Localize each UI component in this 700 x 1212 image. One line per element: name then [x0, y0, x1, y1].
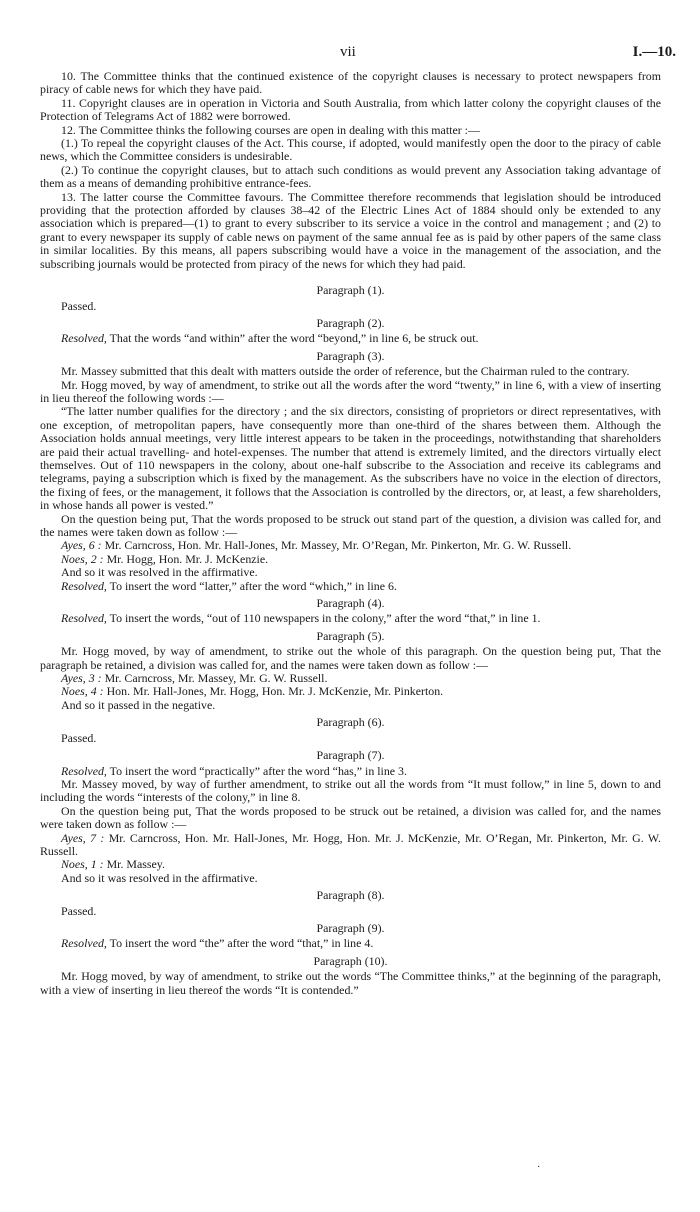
massey-submission: Mr. Massey submitted that this dealt with matters outside the order of reference, but the Chairman ruled to the contrary. [61, 364, 630, 379]
division-result: And so it passed in the negative. [61, 697, 216, 712]
resolution-text: To insert the word “practically” after the word “has,” in line 3. [109, 763, 407, 778]
paragraph-9-heading: Paragraph (9). [316, 920, 385, 935]
page-body [40, 70, 661, 997]
paragraph-3-heading: Paragraph (3). [316, 348, 385, 363]
ayes-label: Ayes, 6 : [61, 538, 102, 553]
ayes-label: Ayes, 7 : [61, 830, 105, 845]
report-paragraph-12: 12. The Committee thinks the following courses are open in dealing with this matter :— [61, 122, 480, 137]
division-question: On the question being put, That the words proposed to be struck out stand part of the question, a division was called for, and the names were taken down as follow :— [40, 511, 661, 539]
hogg-amendment: Mr. Hogg moved, by way of amendment, to strike out the whole of this paragraph. On the question being put, That the paragraph be retained, a division was called for, and the names were taken down as follow :— [40, 644, 661, 672]
page-number: vii [340, 44, 356, 60]
resolution-text: To insert the word “the” after the word “that,” in line 4. [109, 936, 374, 951]
report-paragraph-13: 13. The latter course the Committee favours. The Committee therefore recommends that legislation should be introduced providing that the protection afforded by clauses 38–42 of the Electric Lines Act of 1884 should only be extended to any association which is prepared—(1) to grant to every subscriber to its service a voice in the control and management ; and (2) to grant to every newspaper its supply of cable news on payment of the same annual fee as is paid by other papers of the same class in similar localities. By this means, all papers subscribing would have a voice in the management of the association, and the subscribing journals would be protected from piracy of the news for which they had paid. [40, 189, 661, 271]
resolved-label: Resolved, [61, 331, 107, 346]
resolution-text: That the words “and within” after the word “beyond,” in line 6, be struck out. [109, 331, 479, 346]
resolution-text: To insert the words, “out of 110 newspapers in the colony,” after the word “that,” in line 1. [109, 611, 541, 626]
ayes-names: Mr. Carncross, Hon. Mr. Hall-Jones, Mr. Hogg, Hon. Mr. J. McKenzie, Mr. O’Regan, Mr. Pinkerton, Mr. G. W. Russell. [40, 830, 661, 858]
ayes-names: Mr. Carncross, Mr. Massey, Mr. G. W. Russell. [104, 671, 328, 686]
paragraph-4-heading: Paragraph (4). [316, 596, 385, 611]
hogg-amendment: Mr. Hogg moved, by way of amendment, to strike out the words “The Committee thinks,” at the beginning of the paragraph, with a view of inserting in lieu thereof the words “It is contended.” [40, 969, 661, 997]
report-paragraph-11: 11. Copyright clauses are in operation in Victoria and South Australia, from which latter colony the copyright clauses of the Protection of Telegrams Act of 1882 were borrowed. [40, 95, 661, 124]
page-header [0, 44, 700, 64]
paragraph-7-heading: Paragraph (7). [316, 748, 385, 763]
noes-names: Mr. Massey. [106, 857, 165, 872]
paragraph-2-heading: Paragraph (2). [316, 315, 385, 330]
paragraph-2-resolution [40, 332, 661, 345]
report-paragraph-10: 10. The Committee thinks that the continued existence of the copyright clauses is necessary to protect newspapers from piracy of cable news for which they have paid. [40, 69, 661, 97]
ayes-label: Ayes, 3 : [61, 671, 102, 686]
noes-label: Noes, 2 : [61, 551, 104, 566]
division-question: On the question being put, That the words proposed to be struck out be retained, a division was called for, and the names were taken down as follow :— [40, 803, 661, 832]
amendment-quote: “The latter number qualifies for the directory ; and the six directors, consisting of proprietors or direct representatives, with one exception, of metropolitan papers, have consequently more than one-third of the shares between them. Although the Association holds annual meetings, very little interest appears to be taken in the proceedings, notwithstanding that shareholders are paid their actual travelling- and hotel-expenses. The number that attend is extremely limited, and the directors virtually elect themselves. Out of 110 newspapers in the colony, about one-half subscribe to the Association and receive its cablegrams and telegrams, paying a subscription which is fixed by the management. As the subscribers have no voice in the election of directors, the fixing of fees, or the management, it follows that the Association is controlled by the directors, or, at least, a few shareholders, in whose hands all power is vested.” [40, 404, 661, 513]
noes-label: Noes, 1 : [61, 857, 104, 872]
resolved-label: Resolved, [61, 578, 107, 593]
ayes-list [40, 832, 661, 859]
noes-list [40, 858, 661, 871]
noes-list [40, 553, 661, 566]
section-gap [40, 271, 661, 280]
ayes-names: Mr. Carncross, Hon. Mr. Hall-Jones, Mr. Massey, Mr. O’Regan, Mr. Pinkerton, Mr. G. W. Russell. [104, 538, 572, 553]
noes-names: Hon. Mr. Hall-Jones, Mr. Hogg, Hon. Mr. J. McKenzie, Mr. Pinkerton. [106, 684, 444, 699]
hogg-amendment: Mr. Hogg moved, by way of amendment, to strike out all the words after the word “twenty,” in line 6, with a view of inserting in lieu thereof the following words :— [40, 377, 661, 405]
noes-list [40, 685, 661, 698]
ayes-list [40, 672, 661, 685]
paragraph-1-passed: Passed. [61, 298, 97, 313]
paragraph-3-resolution [40, 580, 661, 593]
document-reference: I.—10. [632, 44, 676, 60]
paragraph-6-heading: Paragraph (6). [316, 715, 385, 730]
report-course-1: (1.) To repeal the copyright clauses of the Act. This course, if adopted, would manifestly open the door to the piracy of cable news, which the Committee considers is undesirable. [40, 136, 661, 164]
paragraph-1-heading: Paragraph (1). [316, 283, 385, 298]
paragraph-6-passed: Passed. [61, 730, 97, 745]
report-course-2: (2.) To continue the copyright clauses, but to attach such conditions as would prevent any Association taking advantage of them as a means of demanding prohibitive entrance-fees. [40, 162, 661, 191]
paragraph-4-resolution [40, 612, 661, 625]
noes-names: Mr. Hogg, Hon. Mr. J. McKenzie. [106, 551, 269, 566]
resolved-label: Resolved, [61, 611, 107, 626]
paragraph-8-passed: Passed. [61, 903, 97, 918]
resolved-label: Resolved, [61, 763, 107, 778]
massey-amendment: Mr. Massey moved, by way of further amendment, to strike out all the words from “It must follow,” in line 5, down to and including the words “interests of the colony,” in line 8. [40, 776, 661, 805]
noes-label: Noes, 4 : [61, 684, 104, 699]
ayes-list [40, 539, 661, 552]
division-result: And so it was resolved in the affirmative. [61, 565, 258, 580]
paragraph-7-resolution [40, 765, 661, 778]
paragraph-5-heading: Paragraph (5). [316, 628, 385, 643]
paragraph-10-heading: Paragraph (10). [313, 953, 388, 968]
resolved-label: Resolved, [61, 936, 107, 951]
paragraph-8-heading: Paragraph (8). [316, 888, 385, 903]
resolution-text: To insert the word “latter,” after the word “which,” in line 6. [109, 578, 397, 593]
division-result: And so it was resolved in the affirmative. [61, 870, 258, 885]
paragraph-9-resolution [40, 937, 661, 950]
page-speck: · [537, 1162, 541, 1173]
